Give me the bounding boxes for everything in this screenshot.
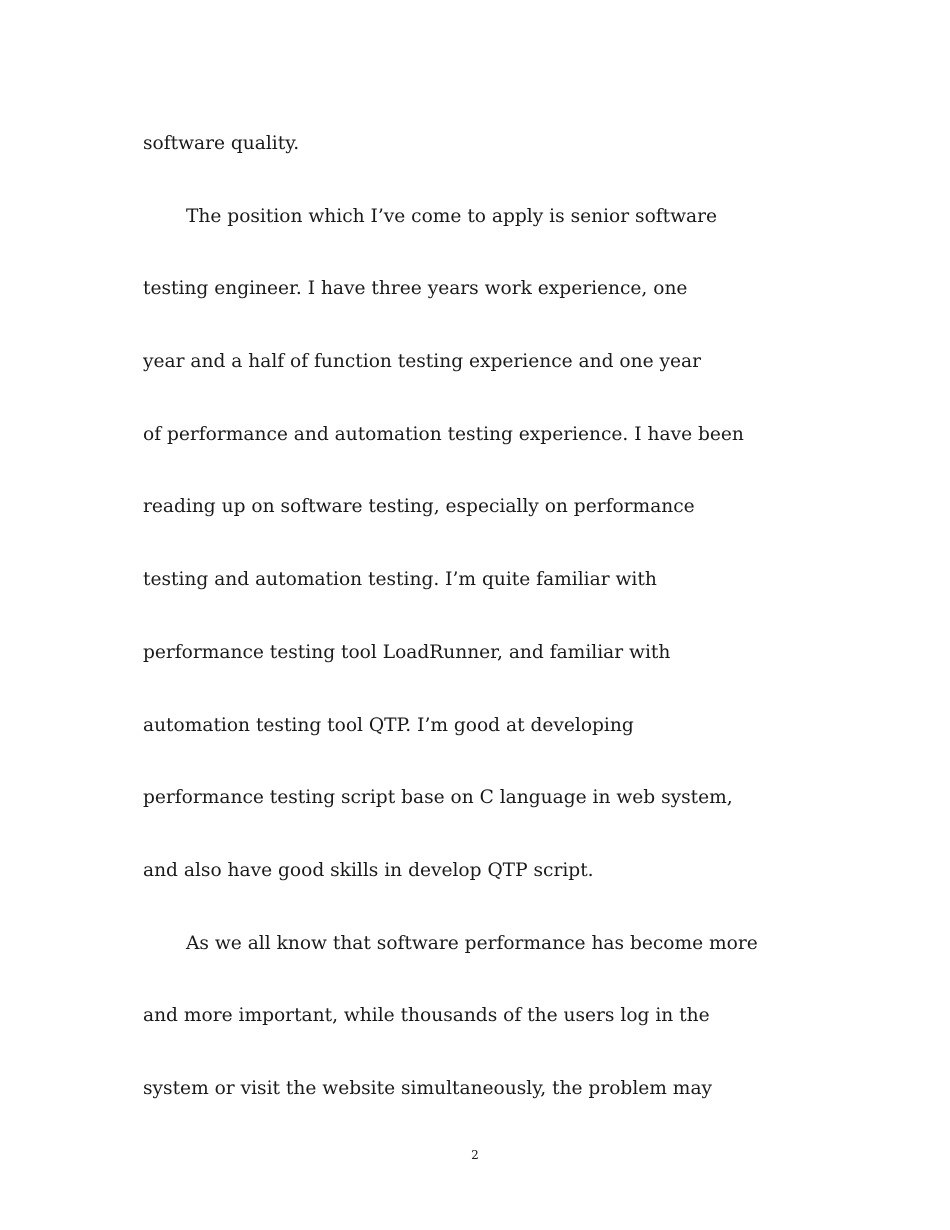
text-line: automation testing tool QTP. I’m good at developing [143,714,634,736]
text-line: year and a half of function testing experience and one year [143,351,701,373]
page-number: 2 [471,1148,479,1162]
text-line: reading up on software testing, especially on performance [143,496,695,518]
paragraph-first-line: The position which I’ve come to apply is senior software [186,205,718,227]
text-line: system or visit the website simultaneously, the problem may [143,1077,713,1099]
text-line: performance testing script base on C language in web system, [143,787,733,809]
text-line: software quality. [143,133,300,154]
text-line: performance testing tool LoadRunner, and familiar with [143,641,671,663]
text-line: and also have good skills in develop QTP script. [143,859,594,881]
text-line: testing engineer. I have three years work experience, one [143,278,688,300]
paragraph-first-line: As we all know that software performance has become more [186,932,758,954]
text-line: testing and automation testing. I’m quite familiar with [143,569,657,591]
text-line: and more important, while thousands of the users log in the [143,1005,710,1027]
text-line: of performance and automation testing experience. I have been [143,423,744,445]
body-text [143,126,823,1144]
